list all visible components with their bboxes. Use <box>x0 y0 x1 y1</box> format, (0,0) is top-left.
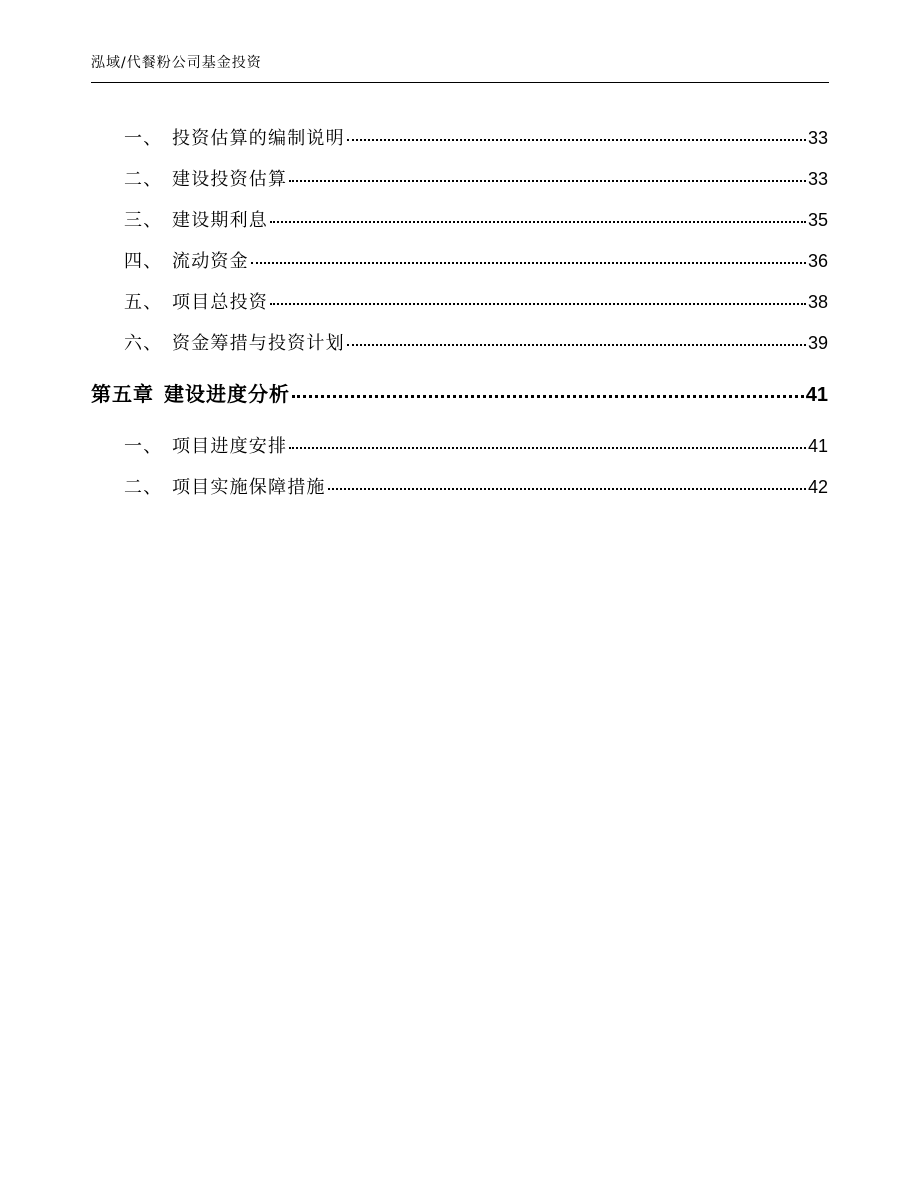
toc-leader-dots <box>347 344 806 346</box>
toc-chapter-page: 41 <box>805 384 828 406</box>
toc-entry[interactable] <box>124 432 828 458</box>
toc-entry[interactable] <box>124 206 828 232</box>
toc-leader-dots <box>347 139 806 141</box>
toc-leader-dots <box>251 262 806 264</box>
toc-entry-page: 41 <box>807 436 828 456</box>
toc-entry-number: 四、 <box>124 251 163 272</box>
toc-entry-title: 资金筹措与投资计划 <box>172 333 345 354</box>
toc-chapter-number: 第五章 <box>91 382 154 406</box>
toc-chapter-title: 建设进度分析 <box>164 382 290 406</box>
page-header-title: 泓域/代餐粉公司基金投资 <box>91 55 262 71</box>
toc-leader-dots <box>289 180 806 182</box>
toc-entry-page: 38 <box>807 292 828 312</box>
toc-entry-title: 流动资金 <box>172 251 249 272</box>
toc-entry-page: 33 <box>807 128 828 148</box>
toc-leader-dots <box>270 221 806 223</box>
toc-entry-number: 二、 <box>124 477 163 498</box>
toc-entry[interactable] <box>124 473 828 499</box>
toc-entry-number: 三、 <box>124 210 163 231</box>
toc-entry-number: 五、 <box>124 292 163 313</box>
toc-leader-dots <box>289 447 806 449</box>
toc-entry-page: 33 <box>807 169 828 189</box>
toc-entry[interactable] <box>124 124 828 150</box>
toc-entry[interactable] <box>124 247 828 273</box>
toc-entry[interactable] <box>124 288 828 314</box>
toc-entry-title: 项目实施保障措施 <box>172 477 326 498</box>
toc-entry-number: 一、 <box>124 436 163 457</box>
header-divider <box>91 82 829 83</box>
toc-entry[interactable] <box>124 329 828 355</box>
toc-entry-title: 项目进度安排 <box>172 436 288 457</box>
toc-entry-page: 36 <box>807 251 828 271</box>
toc-entry-number: 一、 <box>124 128 163 149</box>
toc-entry-page: 35 <box>807 210 828 230</box>
toc-leader-dots <box>328 488 806 490</box>
toc-entry-page: 42 <box>807 477 828 497</box>
toc-entry-number: 六、 <box>124 333 163 354</box>
toc-entry-title: 建设期利息 <box>172 210 268 231</box>
toc-leader-dots <box>270 303 806 305</box>
toc-chapter-entry[interactable] <box>91 378 828 407</box>
toc-entry-page: 39 <box>807 333 828 353</box>
toc-entry-title: 建设投资估算 <box>172 169 288 190</box>
toc-entry-title: 项目总投资 <box>172 292 268 313</box>
toc-leader-dots <box>292 395 804 398</box>
toc-entry-title: 投资估算的编制说明 <box>172 128 345 149</box>
toc-entry-number: 二、 <box>124 169 163 190</box>
toc-entry[interactable] <box>124 165 828 191</box>
